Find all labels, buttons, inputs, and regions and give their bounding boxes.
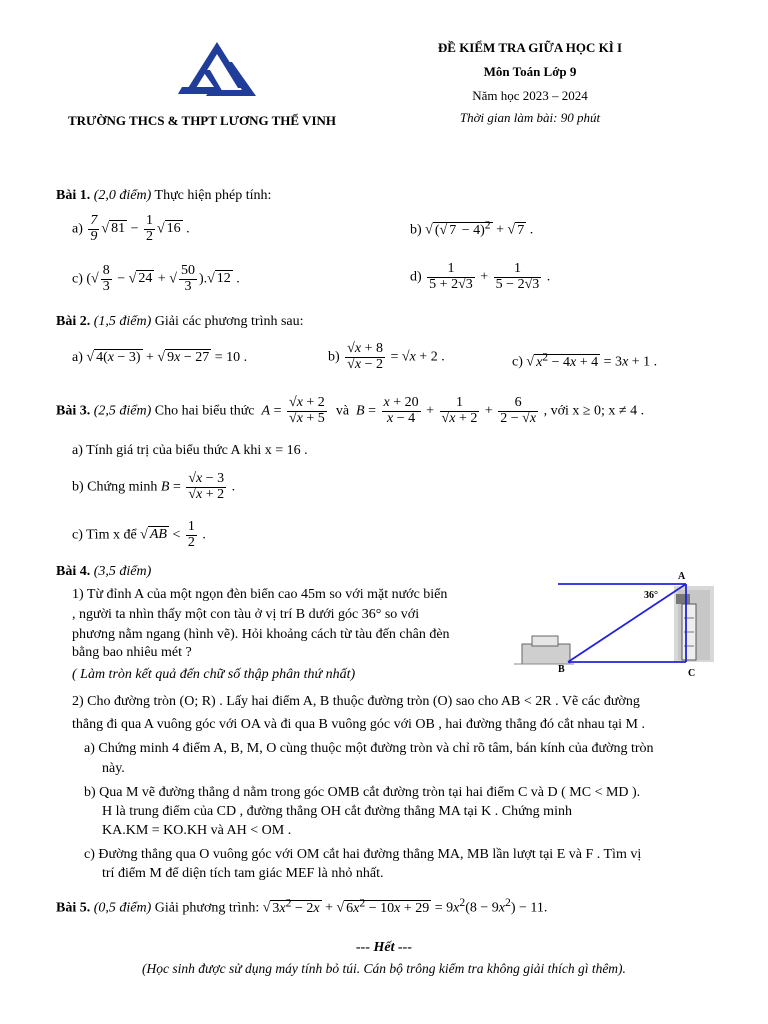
- bai2-heading: Bài 2. (1,5 điểm) Giải các phương trình sau:: [56, 314, 304, 329]
- exam-title: ĐỀ KIỂM TRA GIỮA HỌC KÌ I: [437, 40, 623, 55]
- sight-line: [568, 584, 686, 662]
- exam-subject: Môn Toán Lớp 9: [483, 64, 577, 79]
- bai1-b: b) √ (√ 7 − 4)$^2$ + √ 7 .: [410, 218, 534, 238]
- bai1-c: c) (√ $\frac{8}{3}$ − √ 24 + √ $\frac{50}{3}$ ).√ 12 .: [72, 263, 240, 294]
- bai4-qb-line2: H là trung điểm của CD , đường thẳng OH cắt đường thẳng MA tại K . Chứng minh: [102, 804, 572, 819]
- bai3-b: b) Chứng minh B = $\frac{√x - 3}{√x + 2}$ .: [72, 471, 236, 502]
- bai2-b: b) $\frac{√x + 8}{√x - 2}$ = √x + 2 .: [328, 341, 445, 372]
- bai4-p2-line1: 2) Cho đường tròn (O; R) . Lấy hai điểm A, B thuộc đường tròn (O) sao cho AB < 2R . Vẽ các đường: [72, 694, 640, 709]
- bai4-qb-line3: KA.KM = KO.KH và AH < OM .: [102, 823, 292, 838]
- bai1-a: a) $\frac{7}{9}$ √ 81 − $\frac{1}{2}$ √ 16 .: [72, 213, 190, 244]
- bai3-c: c) Tìm x để √ AB < $\frac{1}{2}$ .: [72, 519, 206, 550]
- bai5-line: Bài 5. (0,5 điểm) Giải phương trình: √ $3x^2 - 2x$ + √ $6x^2 - 10x + 29 = 9x^2(8 - 9x^2) - 11$.: [56, 896, 548, 916]
- bai4-qb-line1: b) Qua M vẽ đường thẳng d nằm trong góc OMB cắt đường tròn tại hai điểm C và D ( MC < MD ).: [84, 785, 641, 800]
- footer-note: (Học sinh được sử dụng máy tính bỏ túi. Cán bộ trông kiểm tra không giải thích gì thêm).: [142, 961, 626, 976]
- bai4-p1-line3: phương nằm ngang (hình vẽ). Hỏi khoảng cách từ tàu đến chân đèn: [72, 627, 450, 642]
- bai4-qa-line2: này.: [102, 761, 125, 776]
- label-angle: 36°: [644, 590, 658, 601]
- end-marker: --- Hết ---: [356, 940, 412, 955]
- lighthouse-figure: [514, 568, 720, 682]
- bai4-p2-line2: thẳng đi qua A vuông góc với OA và đi qua B vuông góc với OB , hai đường thẳng đó cắt nhau tại M .: [72, 717, 646, 732]
- label-A: A: [678, 571, 686, 582]
- label-B: B: [558, 664, 565, 675]
- exam-time: Thời gian làm bài: 90 phút: [459, 110, 601, 125]
- bai4-qc-line1: c) Đường thẳng qua O vuông góc với OM cắt hai đường thẳng MA, MB lần lượt tại E và F . Tìm vị: [84, 847, 642, 862]
- bai4-heading: Bài 4. (3,5 điểm): [56, 564, 152, 579]
- school-logo: [176, 40, 258, 98]
- bai4-qc-line2: trí điểm M để diện tích tam giác MEF là nhỏ nhất.: [102, 866, 384, 881]
- bai4-p1-line4: bằng bao nhiêu mét ?: [72, 645, 192, 660]
- ship: [522, 644, 570, 664]
- bai4-p1-line2: , người ta nhìn thấy một con tàu ở vị trí B dưới góc 36° so với: [72, 607, 420, 622]
- bai3-a: a) Tính giá trị của biểu thức A khi x = 16 .: [72, 443, 308, 458]
- bai1-heading: Bài 1. (2,0 điểm) Thực hiện phép tính:: [56, 188, 272, 203]
- bai2-a: a) √ 4(x − 3) + √ 9x − 27 = 10 .: [72, 350, 248, 365]
- school-name: TRƯỜNG THCS & THPT LƯƠNG THẾ VINH: [68, 113, 336, 128]
- bai2-c: c) √ $x^2 - 4x + 4 = 3x + 1$ .: [512, 350, 658, 370]
- bai3-heading: Bài 3. (2,5 điểm) Cho hai biểu thức A = $\frac{√x + 2}{√x + 5}$ và B = $\frac{x + 20}{x - 4}$ + $\frac{1}{√x + 2}$ + $\frac{6}{2 - √x}$ , với x ≥ 0; x ≠ 4 .: [56, 395, 645, 426]
- bai4-p1-line1: 1) Từ đỉnh A của một ngọn đèn biển cao 45m so với mặt nước biển: [72, 587, 448, 602]
- bai1-d: d) $\frac{1}{5 + 2√3}$ + $\frac{1}{5 - 2√3}$ .: [410, 261, 551, 292]
- label-C: C: [688, 668, 696, 679]
- bai4-p1-note: ( Làm tròn kết quả đến chữ số thập phân thứ nhất): [72, 667, 356, 682]
- exam-year: Năm học 2023 – 2024: [472, 88, 588, 103]
- bai4-qa-line1: a) Chứng minh 4 điểm A, B, M, O cùng thuộc một đường tròn và chỉ rõ tâm, bán kính của đường tròn: [84, 741, 654, 756]
